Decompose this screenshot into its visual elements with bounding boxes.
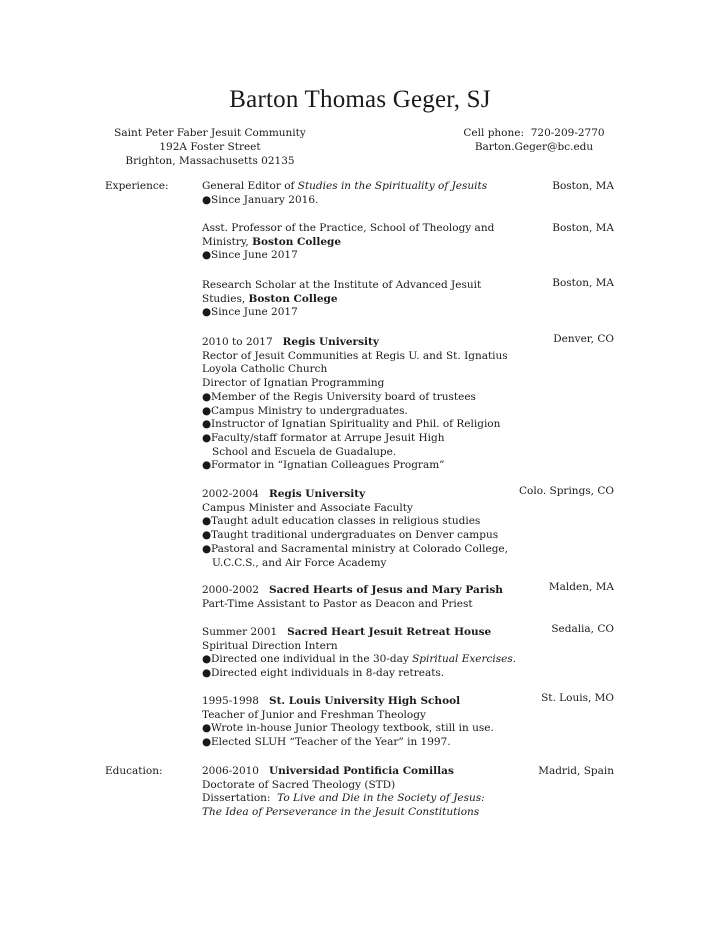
email[interactable]: Barton.Geger@bc.edu	[474, 141, 594, 153]
experience-entry	[202, 180, 502, 207]
entry-heading	[202, 695, 522, 709]
bullet-icon: ●	[202, 542, 212, 555]
entry-dates: 2006-2010	[202, 765, 259, 777]
institution-name: Universidad Pontificia Comillas	[269, 765, 454, 777]
entry-dates: 2010 to 2017	[202, 336, 273, 348]
address-line: Saint Peter Faber Jesuit Community	[114, 127, 306, 139]
experience-entry	[202, 626, 522, 681]
dissertation-title: To Live and Die in the Society of Jesus:	[277, 792, 485, 805]
bullet-text: Instructor of Ignatian Spirituality and Phil. of Religion	[211, 418, 501, 431]
entry-location: Boston, MA	[552, 277, 614, 289]
experience-label: Experience:	[105, 180, 169, 192]
institution-name: Regis University	[269, 488, 366, 500]
bullet-text: Member of the Regis University board of trustees	[211, 390, 476, 403]
bullet-icon: ●	[202, 390, 212, 403]
bullet-item	[202, 529, 522, 543]
bullet-item	[202, 653, 522, 667]
experience-entry	[202, 488, 522, 570]
institution-name: Sacred Heart Jesuit Retreat House	[287, 626, 492, 638]
bullet-icon: ●	[202, 667, 212, 680]
bullet-item	[202, 306, 502, 320]
entry-line: Campus Minister and Associate Faculty	[202, 501, 413, 514]
entry-line: Teacher of Junior and Freshman Theology	[202, 708, 426, 721]
address-line: 192A Foster Street	[159, 141, 261, 153]
entry-heading	[202, 584, 522, 598]
bullet-text: Faculty/staff formator at Arrupe Jesuit High	[211, 431, 445, 444]
dissertation-line	[202, 792, 522, 806]
bullet-text: Wrote in-house Junior Theology textbook, still in use.	[211, 722, 494, 735]
entry-text: General Editor of	[202, 180, 298, 192]
address-block	[105, 126, 315, 168]
journal-title: Studies in the Spirituality of Jesuits	[297, 180, 488, 192]
bullet-item	[202, 432, 522, 446]
bullet-item	[202, 722, 522, 736]
bullet-item	[202, 418, 522, 432]
entry-heading	[202, 626, 522, 640]
experience-entry	[202, 695, 522, 750]
entry-heading	[202, 488, 522, 502]
experience-entry	[202, 336, 522, 473]
bullet-item	[202, 391, 522, 405]
bullet-continuation: School and Escuela de Guadalupe.	[212, 445, 397, 458]
bullet-text: Campus Ministry to undergraduates.	[211, 404, 408, 417]
bullet-icon: ●	[202, 515, 212, 528]
bullet-text: Since January 2016.	[211, 193, 319, 206]
bullet-item	[202, 194, 502, 208]
phone-line	[460, 126, 608, 140]
entry-line: Loyola Catholic Church	[202, 363, 328, 376]
bullet-item	[202, 249, 502, 263]
bullet-item	[202, 405, 522, 419]
entry-location: St. Louis, MO	[541, 692, 614, 704]
bullet-text-italic: Spiritual Exercises	[412, 653, 513, 666]
bullet-text: Taught adult education classes in religious studies	[211, 515, 481, 528]
entry-dates: Summer 2001	[202, 626, 278, 638]
entry-location: Malden, MA	[548, 581, 614, 593]
bullet-item	[202, 459, 522, 473]
experience-entry	[202, 279, 502, 320]
entry-dates: 2000-2002	[202, 584, 259, 596]
dissertation-label: Dissertation:	[202, 792, 271, 805]
entry-location: Boston, MA	[552, 180, 614, 192]
entry-line: Spiritual Direction Intern	[202, 639, 338, 652]
entry-location: Sedalia, CO	[551, 623, 614, 635]
bullet-item	[202, 515, 522, 529]
experience-entry	[202, 584, 522, 611]
entry-title	[202, 180, 502, 194]
bullet-icon: ●	[202, 249, 212, 262]
bullet-icon: ●	[202, 529, 212, 542]
bullet-text: .	[512, 653, 517, 666]
degree: Doctorate of Sacred Theology (STD)	[202, 778, 396, 791]
institution-name: Regis University	[282, 336, 379, 348]
entry-line: Director of Ignatian Programming	[202, 377, 385, 390]
entry-location: Colo. Springs, CO	[518, 485, 614, 497]
dissertation-title-cont: The Idea of Perseverance in the Jesuit Constitutions	[202, 806, 480, 819]
institution-name: Boston College	[248, 292, 338, 305]
entry-location: Denver, CO	[553, 333, 614, 345]
bullet-icon: ●	[202, 653, 212, 666]
bullet-item	[202, 667, 522, 681]
education-entry	[202, 765, 522, 820]
bullet-text: Taught traditional undergraduates on Denver campus	[211, 529, 499, 542]
education-label: Education:	[105, 765, 163, 777]
bullet-icon: ●	[202, 736, 212, 749]
bullet-item	[202, 736, 522, 750]
bullet-icon: ●	[202, 404, 212, 417]
entry-location: Madrid, Spain	[538, 765, 614, 777]
bullet-text: Elected SLUH “Teacher of the Year” in 1997.	[211, 736, 451, 749]
bullet-text: Directed eight individuals in 8-day retreats.	[211, 667, 445, 680]
institution-name: St. Louis University High School	[269, 695, 461, 707]
bullet-icon: ●	[202, 418, 212, 431]
entry-location: Boston, MA	[552, 222, 614, 234]
bullet-text: Since June 2017	[211, 306, 298, 319]
institution-name: Sacred Hearts of Jesus and Mary Parish	[269, 584, 503, 596]
entry-title: Research Scholar at the Institute of Advanced Jesuit	[202, 279, 482, 291]
entry-text: Ministry,	[202, 235, 253, 248]
bullet-icon: ●	[202, 306, 212, 319]
entry-heading	[202, 336, 522, 350]
entry-line: Part-Time Assistant to Pastor as Deacon and Priest	[202, 597, 473, 610]
entry-title-cont	[202, 293, 502, 307]
bullet-text: Directed one individual in the 30-day	[211, 653, 413, 666]
entry-line: Rector of Jesuit Communities at Regis U. and St. Ignatius	[202, 349, 508, 362]
bullet-text: Since June 2017	[211, 249, 298, 262]
page-title: Barton Thomas Geger, SJ	[229, 86, 491, 113]
bullet-icon: ●	[202, 459, 212, 472]
bullet-continuation: U.C.C.S., and Air Force Academy	[212, 556, 387, 569]
bullet-icon: ●	[202, 722, 212, 735]
phone-label: Cell phone:	[463, 127, 525, 139]
bullet-text: Pastoral and Sacramental ministry at Colorado College,	[211, 542, 508, 555]
entry-text: Studies,	[202, 292, 249, 305]
entry-dates: 1995-1998	[202, 695, 259, 707]
entry-title: Asst. Professor of the Practice, School of Theology and	[202, 222, 495, 234]
entry-heading	[202, 765, 522, 779]
phone-number: 720-209-2770	[530, 127, 605, 139]
experience-entry	[202, 222, 502, 263]
entry-dates: 2002-2004	[202, 488, 259, 500]
bullet-item	[202, 543, 522, 557]
bullet-icon: ●	[202, 193, 212, 206]
institution-name: Boston College	[252, 235, 342, 248]
address-line: Brighton, Massachusetts 02135	[125, 155, 295, 167]
entry-title-cont	[202, 236, 502, 250]
bullet-icon: ●	[202, 431, 212, 444]
contact-block	[460, 126, 608, 154]
bullet-text: Formator in “Ignatian Colleagues Program”	[211, 459, 445, 472]
